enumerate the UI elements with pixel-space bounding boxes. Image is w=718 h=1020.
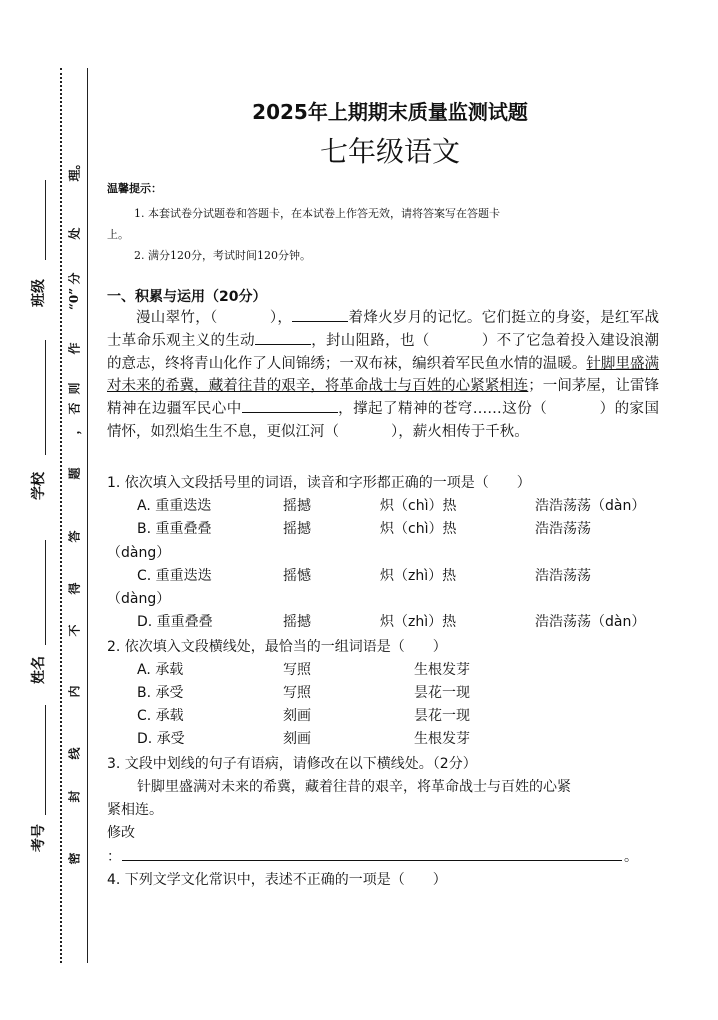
tip-item-1: 1. 本套试卷分试题卷和答题卡，在本试卷上作答无效，请将答案写在答题卡 [134,207,500,220]
binding-char: 则 [67,382,82,395]
exam-number-label: 考号 [31,824,47,852]
tips-heading: 温馨提示： [107,182,162,195]
blank-2[interactable] [255,330,311,345]
underlined-sentence: 针脚里盛满对未来的希冀，藏着往昔的艰辛，将革命战士与百姓的心紧紧相连 [107,355,659,395]
class-label: 班级 [31,279,47,307]
q1-option-cell[interactable]: A. 重重迭迭 [137,498,212,514]
q2-option-cell[interactable]: D. 承受 [137,731,185,747]
exam-title: 2025年上期期末质量监测试题 [252,100,528,124]
q1-option-cell: 摇撼 [283,521,311,537]
tip-item-2: 2. 满分120分，考试时间120分钟。 [134,249,311,262]
q1-option-cell: 浩浩荡荡（dàn） [535,614,646,630]
binding-char: 否 [67,402,82,415]
revise-answer-line[interactable] [122,860,622,861]
question-3-sentence: 针脚里盛满对未来的希冀，藏着往昔的艰辛，将革命战士与百姓的心紧 [137,779,571,795]
q1-option-cell: 炽（zhì）热 [380,614,457,630]
question-1-stem: 1. 依次填入文段括号里的词语，读音和字形都正确的一项是（ ） [107,475,531,491]
q1-option-cell[interactable]: D. 重重叠叠 [137,614,213,630]
revise-end: 。 [624,849,638,865]
revise-colon: ： [107,849,121,865]
q1-option-cell: 浩浩荡荡 [535,521,591,537]
q2-option-cell: 刻画 [283,708,311,724]
class-blank[interactable] [45,180,46,260]
q1-option-cell: 炽（zhì）热 [380,568,457,584]
q2-option-cell: 写照 [283,685,311,701]
q2-option-cell[interactable]: A. 承载 [137,662,184,678]
question-2-stem: 2. 依次填入文段横线处，最恰当的一组词语是（ ） [107,639,447,655]
q1-option-cell[interactable]: C. 重重迭迭 [137,568,212,584]
question-3-sentence-cont: 紧相连。 [107,802,163,818]
passage: 漫山翠竹，（ ）， 着烽火岁月的记忆。它们挺立的身姿，是红军战士革命乐观主义的生动 ，封山阻路，也（ ）不了它急着投入建设浪潮的意志，终将青山化作了人间锦绣；一双布袜，编织着军民鱼水情的温暖。针脚里盛满对未来的希冀，藏着往昔的艰辛，将革命战士与百姓的心紧紧相连；一间茅屋，让雷锋精神在边疆军民心中 ，撑起了精神的苍穹……这份（ ）的家国情怀，如烈焰生生不息，更似江河（ ），薪火相传于千秋。 [107,307,659,444]
school-blank[interactable] [45,340,46,455]
question-4-stem: 4. 下列文学文化常识中，表述不正确的一项是（ ） [107,872,447,888]
binding-char: 不 [67,624,82,637]
q2-option-cell: 写照 [283,662,311,678]
binding-char: 处 [67,227,82,240]
binding-char: “0” [67,287,81,310]
exam-subtitle: 七年级语文 [319,135,460,168]
q2-option-cell: 昙花一现 [414,685,470,701]
binding-char: 分 [67,272,82,285]
revise-label: 修改 [107,825,135,841]
binding-dotted-line [60,68,62,963]
binding-char: 答 [67,530,82,543]
name-label: 姓名 [31,656,47,684]
q2-option-cell: 生根发芽 [414,731,470,747]
q2-option-cell: 刻画 [283,731,311,747]
blank-1[interactable] [292,307,348,322]
binding-char: 作 [67,342,82,355]
q1-option-cell: 摇撼 [283,498,311,514]
exam-number-blank[interactable] [45,705,46,815]
q2-option-cell: 昙花一现 [414,708,470,724]
name-blank[interactable] [45,540,46,645]
q1-option-cell: 摇憾 [283,568,311,584]
binding-char: 得 [67,582,82,595]
q2-option-cell[interactable]: B. 承受 [137,685,184,701]
binding-char: 密 [67,852,82,865]
margin-line [87,68,88,963]
q2-option-cell: 生根发芽 [414,662,470,678]
binding-char: 封 [67,790,82,803]
section-title: 一、积累与运用（20分） [107,289,267,305]
q1-option-cell: 炽（chì）热 [380,521,457,537]
q1-option-cell: 炽（chì）热 [380,498,457,514]
question-3-stem: 3. 文段中划线的句子有语病，请修改在以下横线处。（2分） [107,756,477,772]
binding-char: 理。 [67,157,82,182]
binding-char: 内 [67,685,82,698]
q1-option-cell: 浩浩荡荡（dàn） [535,498,646,514]
tip-item-1-cont: 上。 [107,228,129,241]
binding-char: 题 [67,467,82,480]
q2-option-cell[interactable]: C. 承载 [137,708,184,724]
school-label: 学校 [31,472,47,500]
q1-option-cell: 浩浩荡荡 [535,568,591,584]
option-c-tail: （dàng） [107,591,171,607]
option-b-tail: （dàng） [107,545,171,561]
blank-3[interactable] [242,398,338,413]
q1-option-cell: 摇撼 [283,614,311,630]
q1-option-cell[interactable]: B. 重重叠叠 [137,521,212,537]
binding-char: ， [67,422,82,435]
binding-char: 线 [67,747,82,760]
